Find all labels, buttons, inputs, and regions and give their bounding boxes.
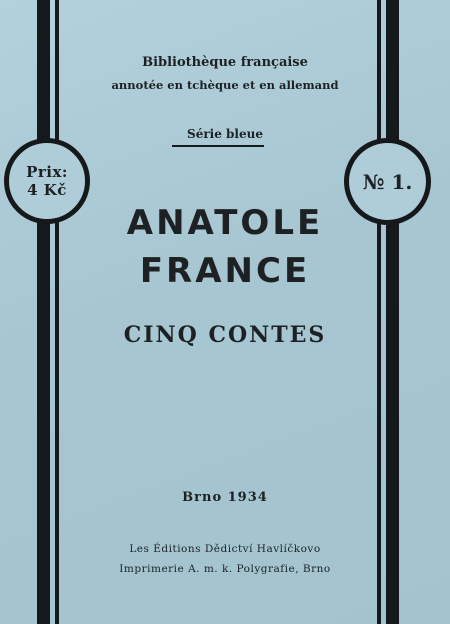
- collection-subtitle: annotée en tchèque et en allemand: [111, 78, 339, 92]
- author-first-name: ANATOLE: [126, 203, 324, 243]
- right-thin-rule: [377, 0, 381, 624]
- left-thick-rule: [37, 0, 50, 624]
- right-thick-rule: [386, 0, 399, 624]
- author-last-name: FRANCE: [139, 251, 311, 291]
- price-label: Prix:: [26, 163, 68, 181]
- collection-title: Bibliothèque française: [142, 55, 308, 70]
- book-title: CINQ CONTES: [123, 322, 327, 348]
- left-thin-rule: [55, 0, 59, 624]
- publisher-line: Les Éditions Dědictví Havlíčkovo: [129, 543, 321, 555]
- place-year: Brno 1934: [182, 490, 268, 505]
- series-underline: [172, 145, 264, 147]
- price-value: 4 Kč: [27, 181, 67, 199]
- printer-line: Imprimerie A. m. k. Polygrafie, Brno: [119, 563, 331, 575]
- volume-number: № 1.: [362, 169, 413, 194]
- series-name: Série bleue: [187, 127, 263, 141]
